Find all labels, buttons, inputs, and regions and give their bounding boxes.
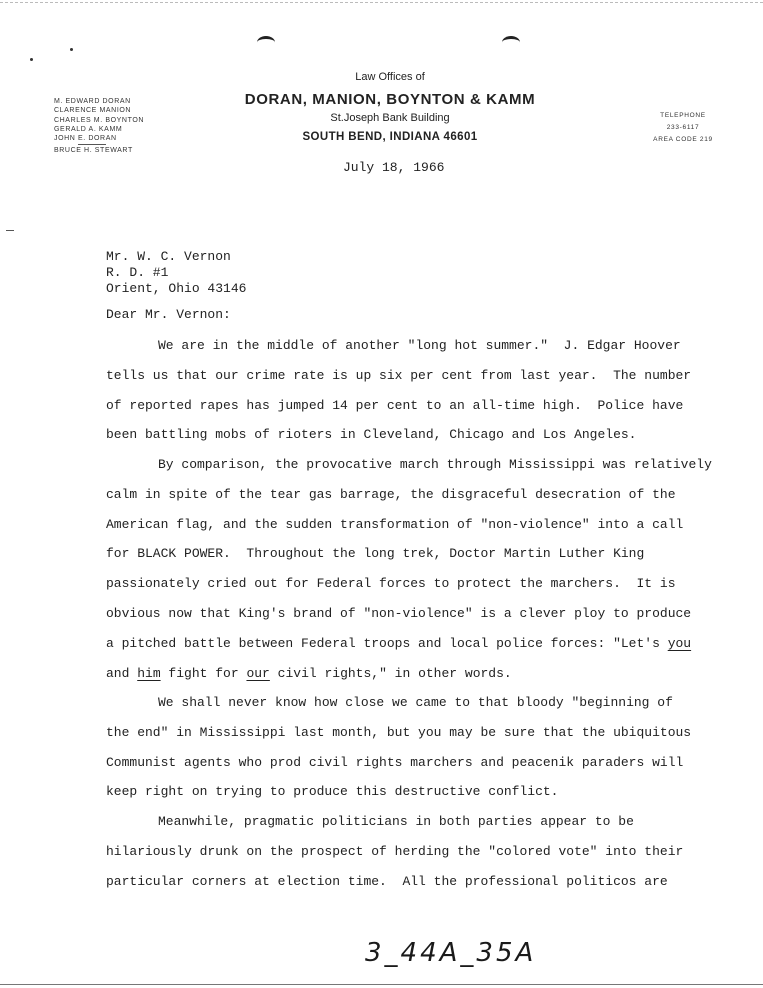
body-line: Meanwhile, pragmatic politicians in both parties appear to be (158, 814, 634, 829)
handwritten-file-number: 3_44A_35A (365, 938, 537, 968)
body-text: fight for (160, 665, 247, 681)
partner-name: CLARENCE MANION (54, 107, 132, 115)
body-line: for BLACK POWER. Throughout the long trek, Doctor Martin Luther King (106, 546, 645, 562)
body-line: keep right on trying to produce this destructive conflict. (106, 784, 559, 800)
partner-list (54, 97, 144, 156)
underlined-word: our (246, 665, 270, 681)
partner-name: BRUCE H. STEWART (54, 147, 133, 155)
body-line: By comparison, the provocative march through Mississippi was relatively (158, 457, 712, 472)
letterhead-ornament-right (502, 36, 520, 49)
body-line: been battling mobs of rioters in Cleveland, Chicago and Los Angeles. (106, 427, 637, 443)
ink-speck (70, 48, 73, 51)
body-line: hilariously drunk on the prospect of herding the "colored vote" into their (106, 843, 684, 859)
body-line: calm in spite of the tear gas barrage, the disgraceful desecration of the (106, 486, 676, 502)
paragraph-2 (106, 450, 712, 688)
bottom-page-edge (0, 984, 763, 985)
letterhead-offices-line: Law Offices of (355, 71, 425, 83)
recipient-city: Orient, Ohio 43146 (106, 281, 247, 296)
recipient-address (106, 249, 246, 297)
telephone-label: TELEPHONE (660, 112, 706, 119)
letterhead-firm-name: DORAN, MANION, BOYNTON & KAMM (244, 91, 536, 108)
body-line (106, 629, 706, 659)
ink-speck (30, 58, 33, 61)
telephone-block (640, 110, 726, 146)
telephone-number: 233-6117 (666, 124, 700, 131)
letterhead-building: St.Joseph Bank Building (330, 112, 450, 124)
body-text: and (106, 665, 138, 681)
body-line: We are in the middle of another "long hot summer." J. Edgar Hoover (158, 338, 681, 353)
paragraph-4 (106, 807, 706, 896)
body-line (106, 659, 706, 689)
body-line: Communist agents who prod civil rights marchers and peacenik paraders will (106, 754, 684, 770)
recipient-name: Mr. W. C. Vernon (106, 249, 231, 264)
paragraph-3 (106, 688, 706, 807)
partner-name: GERALD A. KAMM (54, 125, 123, 133)
body-line: We shall never know how close we came to that bloody "beginning of (158, 695, 673, 710)
body-text: a pitched battle between Federal troops and local police forces: "Let's (106, 635, 668, 651)
body-text: civil rights," in other words. (269, 665, 512, 681)
body-line: obvious now that King's brand of "non-violence" is a clever ploy to produce (106, 605, 692, 621)
partner-name: CHARLES M. BOYNTON (54, 116, 145, 124)
body-line: tells us that our crime rate is up six per cent from last year. The number (106, 367, 692, 383)
letterhead-ornament-left (257, 36, 275, 49)
margin-mark (6, 230, 14, 231)
body-line: of reported rapes has jumped 14 per cent to an all-time high. Police have (106, 397, 684, 413)
paragraph-1 (106, 331, 706, 450)
body-line: passionately cried out for Federal forces to protect the marchers. It is (106, 576, 676, 592)
partner-divider (78, 144, 106, 145)
recipient-line2: R. D. #1 (106, 265, 169, 280)
underlined-word: you (667, 635, 692, 651)
letterhead-city: SOUTH BEND, INDIANA 46601 (302, 131, 478, 143)
partner-name: JOHN E. DORAN (54, 135, 117, 143)
body-line: the end" in Mississippi last month, but you may be sure that the ubiquitous (106, 724, 692, 740)
partner-name: M. EDWARD DORAN (54, 98, 131, 105)
body-line: American flag, and the sudden transformation of "non-violence" into a call (106, 516, 684, 532)
body-line: particular corners at election time. All the professional politicos are (106, 873, 668, 889)
salutation: Dear Mr. Vernon: (106, 307, 231, 322)
letter-date: July 18, 1966 (343, 160, 445, 175)
top-page-edge (0, 2, 763, 3)
underlined-word: him (137, 665, 161, 681)
telephone-area-code: AREA CODE 219 (653, 136, 713, 143)
